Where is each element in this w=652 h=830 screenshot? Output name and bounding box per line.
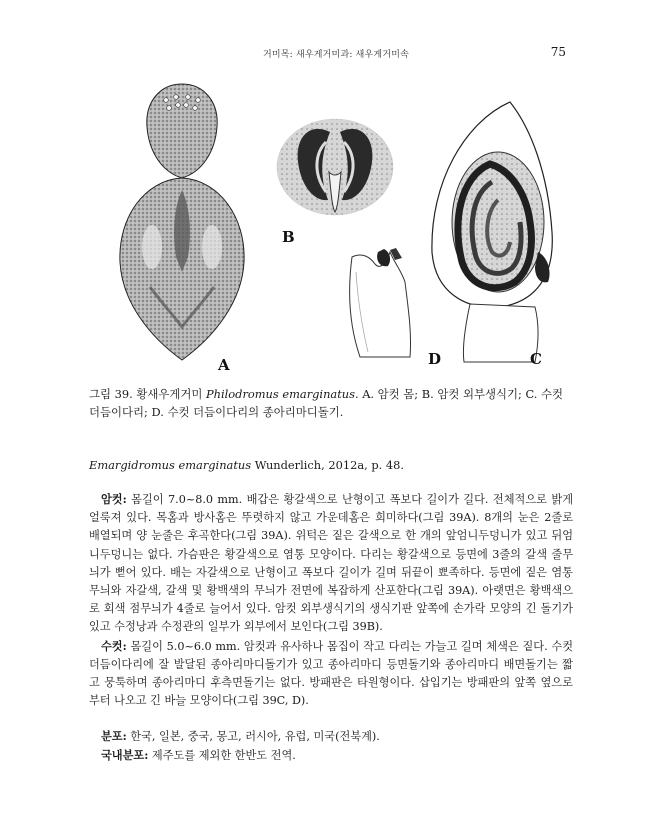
panel-label-a: A [218, 356, 230, 372]
figure-caption [89, 385, 573, 421]
figure-illustration [90, 72, 570, 372]
figure-39 [90, 72, 570, 372]
panel-d-tibial-apophysis [350, 248, 441, 368]
male-text: 몸길이 5.0~6.0 mm. 암컷과 유사하나 몸집이 작고 다리는 가늘고 길며 체색은 짙다. 수컷 더듬이다리에 잘 발달된 종아리마디돌기가 있고 종아리마디 등면돌기와 종아리마디 배면돌기는 짧고 뭉툭하며 종아리마디 후측면돌기는 없다. 방패판은 타원형이다. 삽입기는 방패판의 앞쪽 옆으로부터 나오고 긴 바늘 모양이다(그림 39C, D). [89, 639, 573, 708]
female-label: 암컷: [101, 492, 127, 506]
female-text: 몸길이 7.0~8.0 mm. 배갑은 황갈색으로 난형이고 폭보다 길이가 길다. 전체적으로 밝게 얼룩져 있다. 목홈과 방사홈은 뚜렷하지 않고 가운데홈은 희미하다(그림 39A). 8개의 눈은 2줄로 배열되며 양 눈줄은 후곡한다(그림 39A). 위턱은 짙은 갈색으로 한 개의 앞엄니두덩니가 있고 뒤엄니두덩니는 없다. 가슴판은 황갈색으로 염통 모양이다. 다리는 황갈색으로 등면에 3줄의 갈색 줄무늬가 뻗어 있다. 배는 자갈색으로 난형이고 폭보다 길이가 길며 뒤끝이 뾰족하다. 등면에 짙은 염통 무늬와 자갈색, 갈색 및 황백색의 무늬가 전면에 복잡하게 산포한다(그림 39A). 아랫면은 황백색으로 회색 점무늬가 4줄로 늘어서 있다. 암컷 외부생식기의 생식기판 앞쪽에 손가락 모양의 긴 돌기가 있고 수정낭과 수정관의 일부가 외부에서 보인다(그림 39B). [89, 493, 573, 634]
citation-rest: Wunderlich, 2012a, p. 48. [251, 458, 405, 472]
panel-c-male-palp [432, 102, 552, 368]
male-description [89, 637, 573, 711]
panel-b-epigynum [277, 119, 393, 246]
distribution-text: 한국, 일본, 중국, 몽고, 러시아, 유럽, 미국(전북계). [126, 730, 380, 743]
distribution-section [89, 727, 573, 765]
page-number: 75 [550, 45, 566, 59]
distribution-label: 분포: [101, 729, 127, 743]
panel-label-c: C [530, 350, 542, 368]
domestic-distribution-label: 국내분포: [101, 748, 149, 763]
species-description [89, 490, 573, 710]
female-description [89, 490, 573, 637]
male-label: 수컷: [101, 638, 127, 653]
synonym-citation [89, 456, 573, 474]
caption-prefix: 그림 39. 황새우게거미 [89, 387, 207, 401]
domestic-distribution-text: 제주도를 제외한 한반도 전역. [148, 749, 296, 763]
panel-a-female-body [120, 84, 244, 372]
caption-species: Philodromus emarginatus [206, 387, 355, 401]
panel-label-b: B [282, 228, 295, 246]
citation-species: Emargidromus emarginatus [89, 458, 252, 472]
running-title: 거미목: 새우게거미과: 새우게거미속 [263, 50, 409, 60]
distribution [89, 727, 573, 746]
palp-tibia [463, 304, 538, 362]
panel-label-d: D [428, 350, 442, 368]
domestic-distribution [89, 746, 573, 765]
caption-suffix: . A. 암컷 몸; B. 암컷 외부생식기; C. 수컷 더듬이다리; D. 수컷 더듬이다리의 종아리마디돌기. [89, 387, 564, 419]
carapace [147, 84, 217, 178]
